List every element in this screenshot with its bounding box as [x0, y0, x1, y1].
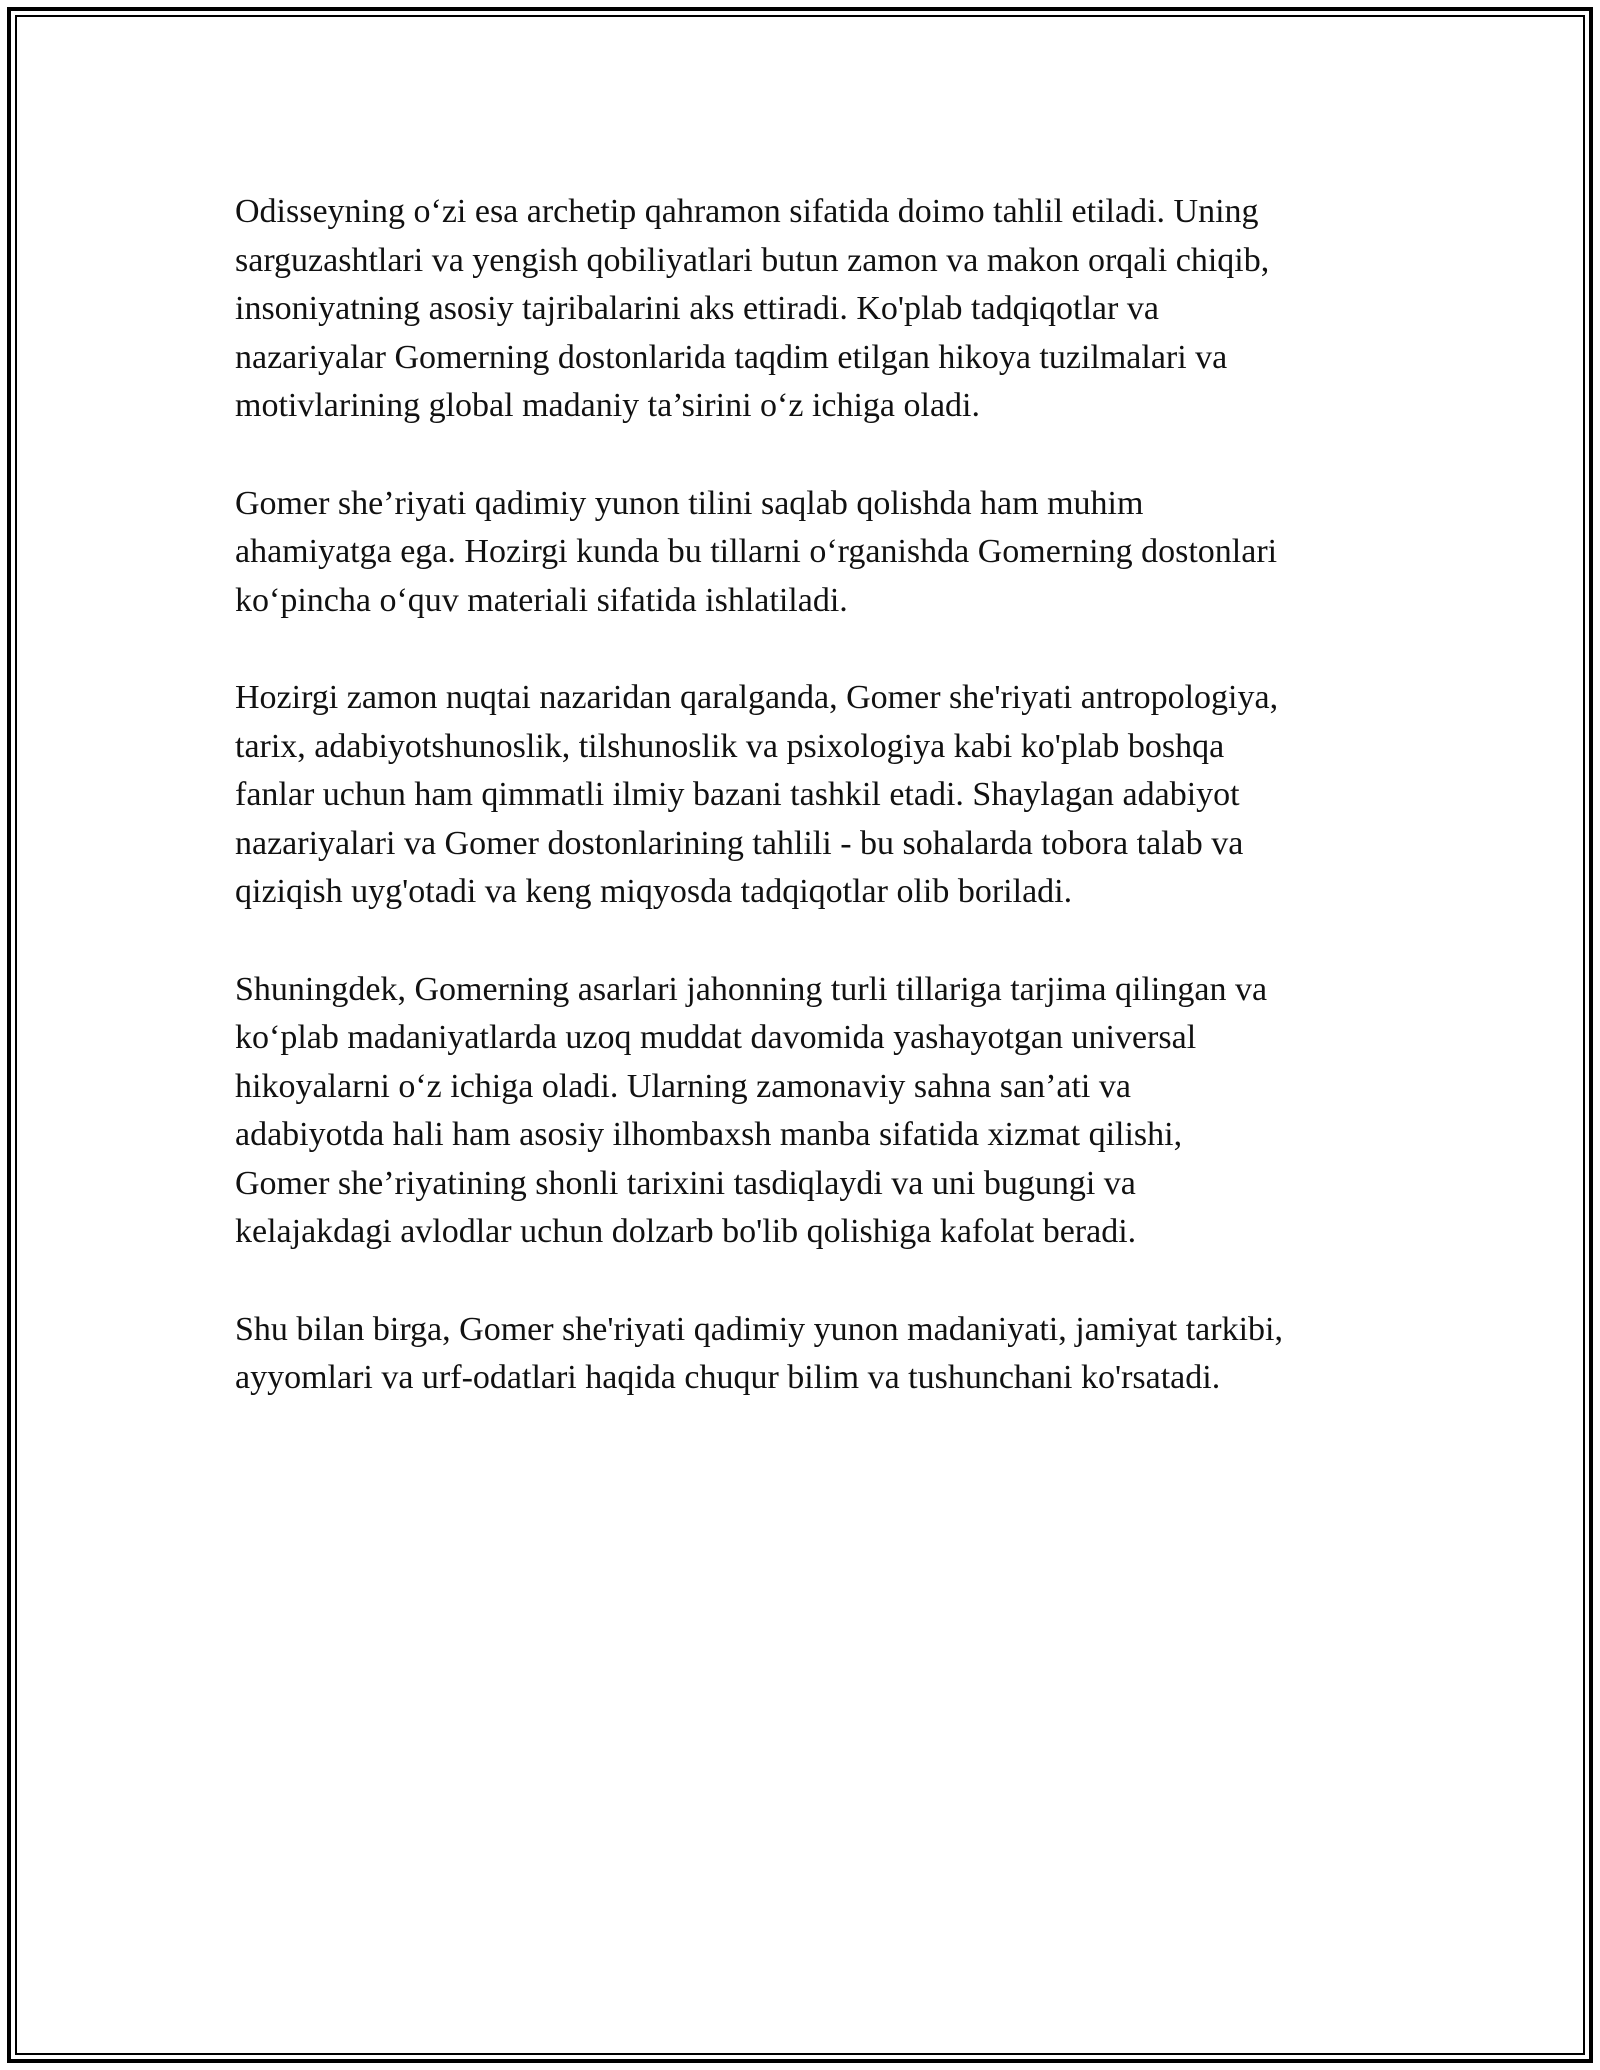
paragraph-4 [235, 966, 1385, 1257]
text-line: Shuningdek, Gomerning asarlari jahonning turli tillariga tarjima qilingan va [235, 970, 1268, 1008]
text-line: motivlarining global madaniy ta’sirini o‘z ichiga oladi. [235, 387, 980, 424]
text-line: fanlar uchun ham qimmatli ilmiy bazani tashkil etadi. Shaylagan adabiyot [235, 776, 1240, 813]
text-line: Odisseyning o‘zi esa archetip qahramon sifatida doimo tahlil etiladi. Uning [235, 193, 1259, 230]
text-line: qiziqish uyg'otadi va keng miqyosda tadqiqotlar olib boriladi. [235, 873, 1073, 910]
text-line: nazariyalar Gomerning dostonlarida taqdim etilgan hikoya tuzilmalari va [235, 338, 1228, 376]
text-line: Gomer she’riyatining shonli tarixini tasdiqlaydi va uni bugungi va [235, 1164, 1136, 1202]
text-line: Shu bilan birga, Gomer she'riyati qadimiy yunon madaniyati, jamiyat tarkibi, [235, 1310, 1283, 1348]
text-line: kelajakdagi avlodlar uchun dolzarb bo'lib qolishiga kafolat beradi. [235, 1213, 1137, 1250]
text-line: sarguzashtlari va yengish qobiliyatlari butun zamon va makon orqali chiqib, [235, 241, 1270, 279]
text-line: adabiyotda hali ham asosiy ilhombaxsh manba sifatida xizmat qilishi, [235, 1116, 1183, 1153]
text-line: ko‘plab madaniyatlarda uzoq muddat davomida yashayotgan universal [235, 1019, 1197, 1056]
paragraph-5 [235, 1306, 1385, 1403]
paragraph-2 [235, 480, 1385, 626]
paragraph-3 [235, 674, 1385, 917]
text-line: ahamiyatga ega. Hozirgi kunda bu tillarni o‘rganishda Gomerning dostonlari [235, 533, 1278, 570]
text-line: Gomer she’riyati qadimiy yunon tilini saqlab qolishda ham muhim [235, 484, 1144, 522]
paragraph-1 [235, 188, 1385, 431]
text-line: hikoyalarni o‘z ichiga oladi. Ularning zamonaviy sahna san’ati va [235, 1067, 1131, 1105]
text-line: nazariyalari va Gomer dostonlarining tahlili - bu sohalarda tobora talab va [235, 824, 1244, 862]
text-line: ko‘pincha o‘quv materiali sifatida ishlatiladi. [235, 581, 848, 619]
text-line: insoniyatning asosiy tajribalarini aks ettiradi. Ko'plab tadqiqotlar va [235, 290, 1159, 327]
text-line: Hozirgi zamon nuqtai nazaridan qaralganda, Gomer she'riyati antropologiya, [235, 679, 1279, 716]
text-line: ayyomlari va urf-odatlari haqida chuqur bilim va tushunchani ko'rsatadi. [235, 1359, 1221, 1396]
text-line: tarix, adabiyotshunoslik, tilshunoslik va psixologiya kabi ko'plab boshqa [235, 727, 1225, 765]
document-body [235, 188, 1385, 1452]
